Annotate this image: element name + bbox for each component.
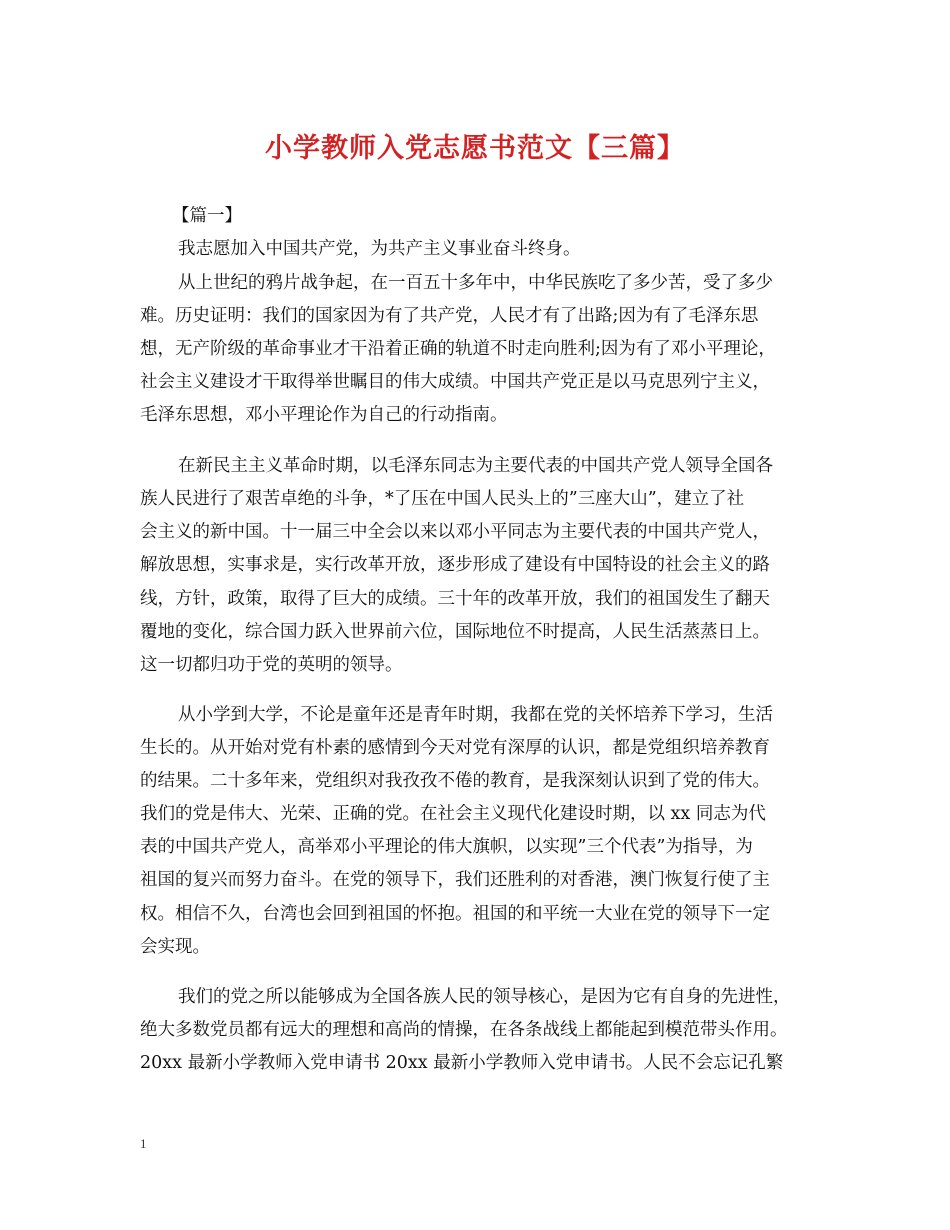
paragraph-line: 社会主义建设才干取得举世瞩目的伟大成绩。中国共产党正是以马克思列宁主义， [140, 372, 770, 392]
document-title: 小学教师入党志愿书范文【三篇】 [265, 133, 685, 164]
page-number: 1 [140, 1136, 147, 1151]
paragraph-line: 从小学到大学，不论是童年还是青年时期，我都在党的关怀培养下学习，生活 [178, 705, 773, 725]
paragraph-line: 线，方针，政策，取得了巨大的成绩。三十年的改革开放，我们的祖国发生了翻天 [140, 589, 770, 609]
paragraph-line: 想，无产阶级的革命事业才干沿着正确的轨道不时走向胜利;因为有了邓小平理论， [140, 339, 776, 359]
paragraph-line: 毛泽东思想，邓小平理论作为自己的行动指南。 [140, 405, 508, 425]
section-heading: 【篇一】 [172, 206, 242, 226]
paragraph-line: 覆地的变化，综合国力跃入世界前六位，国际地位不时提高，人民生活蒸蒸日上。 [140, 622, 770, 642]
paragraph-line: 从上世纪的鸦片战争起，在一百五十多年中，中华民族吃了多少苦，受了多少 [178, 273, 773, 293]
paragraph-line: 表的中国共产党人，高举邓小平理论的伟大旗帜，以实现”三个代表”为指导，为 [140, 837, 753, 857]
paragraph-line: 我们的党是伟大、光荣、正确的党。在社会主义现代化建设时期，以 xx 同志为代 [140, 804, 766, 824]
paragraph-line: 绝大多数党员都有远大的理想和高尚的情操，在各条战线上都能起到模范带头作用。 [140, 1020, 788, 1040]
paragraph-line: 会主义的新中国。十一届三中全会以来以邓小平同志为主要代表的中国共产党人， [140, 522, 770, 542]
paragraph-line: 生长的。从开始对党有朴素的感情到今天对党有深厚的认识，都是党组织培养教育 [140, 738, 770, 758]
paragraph-line: 的结果。二十多年来，党组织对我孜孜不倦的教育，是我深刻认识到了党的伟大。 [140, 771, 770, 791]
paragraph-line: 祖国的复兴而努力奋斗。在党的领导下，我们还胜利的对香港，澳门恢复行使了主 [140, 870, 770, 890]
paragraph-line: 20xx 最新小学教师入党申请书 20xx 最新小学教师入党申请书。人民不会忘记孔繁 [140, 1053, 784, 1073]
paragraph-line: 会实现。 [140, 937, 210, 957]
paragraph-line: 我们的党之所以能够成为全国各族人民的领导核心，是因为它有自身的先进性， [178, 987, 791, 1007]
paragraph-line: 这一切都归功于党的英明的领导。 [140, 655, 403, 675]
paragraph-line: 权。相信不久，台湾也会回到祖国的怀抱。祖国的和平统一大业在党的领导下一定 [140, 904, 770, 924]
paragraph-line: 难。历史证明：我们的国家因为有了共产党，人民才有了出路;因为有了毛泽东思 [140, 306, 759, 326]
paragraph-line: 我志愿加入中国共产党，为共产主义事业奋斗终身。 [178, 239, 581, 259]
paragraph-line: 解放思想，实事求是，实行改革开放，逐步形成了建设有中国特设的社会主义的路 [140, 555, 770, 575]
paragraph-line: 在新民主主义革命时期，以毛泽东同志为主要代表的中国共产党人领导全国各 [178, 456, 773, 476]
paragraph-line: 族人民进行了艰苦卓绝的斗争，*了压在中国人民头上的”三座大山”，建立了社 [140, 489, 745, 509]
